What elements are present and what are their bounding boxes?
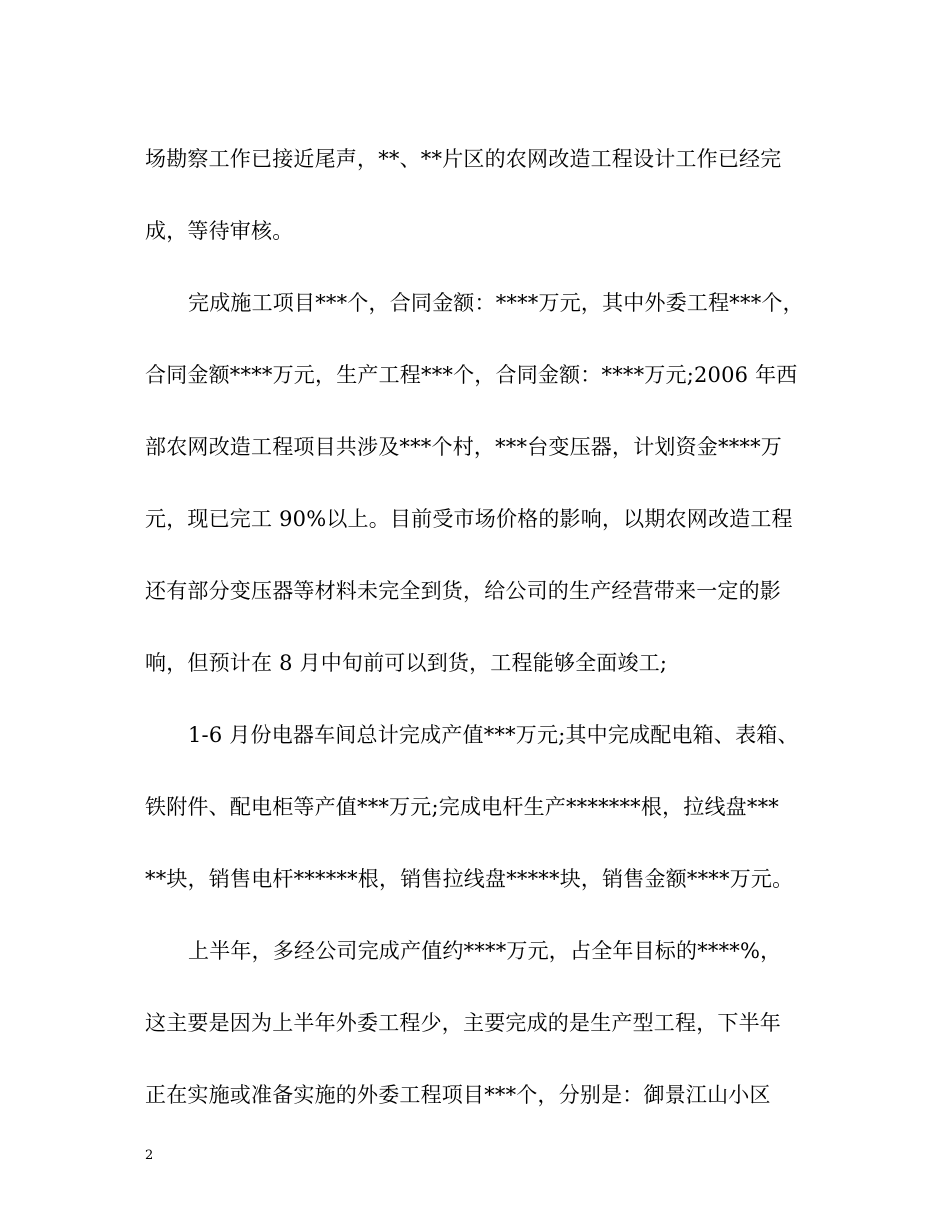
text-line-5: 部农网改造工程项目共涉及***个村，***台变压器，计划资金****万 <box>145 435 782 459</box>
text-line-1: 场勘察工作已接近尾声，**、**片区的农网改造工程设计工作已经完 <box>145 147 782 171</box>
text-line-11: **块，销售电杆******根，销售拉线盘*****块，销售金额****万元。 <box>145 867 794 891</box>
text-line-7: 还有部分变压器等材料未完全到货，给公司的生产经营带来一定的影 <box>145 579 781 603</box>
text-line-10: 铁附件、配电柜等产值***万元;完成电杆生产*******根，拉线盘*** <box>145 795 779 819</box>
text-line-12: 上半年，多经公司完成产值约****万元，占全年目标的****%， <box>188 939 782 963</box>
page-number: 2 <box>145 1148 154 1163</box>
text-line-6: 元，现已完工 90%以上。目前受市场价格的影响，以期农网改造工程 <box>145 507 793 531</box>
text-line-4: 合同金额****万元，生产工程***个，合同金额：****万元;2006 年西 <box>145 363 798 387</box>
text-line-3: 完成施工项目***个，合同金额：****万元，其中外委工程***个， <box>188 291 804 315</box>
text-line-14: 正在实施或准备实施的外委工程项目***个，分别是：御景江山小区 <box>145 1083 771 1107</box>
text-line-9: 1-6 月份电器车间总计完成产值***万元;其中完成配电箱、表箱、 <box>188 723 799 747</box>
text-line-2: 成，等待审核。 <box>145 219 294 243</box>
text-line-8: 响，但预计在 8 月中旬前可以到货，工程能够全面竣工; <box>145 651 668 675</box>
text-line-13: 这主要是因为上半年外委工程少，主要完成的是生产型工程，下半年 <box>145 1011 781 1035</box>
